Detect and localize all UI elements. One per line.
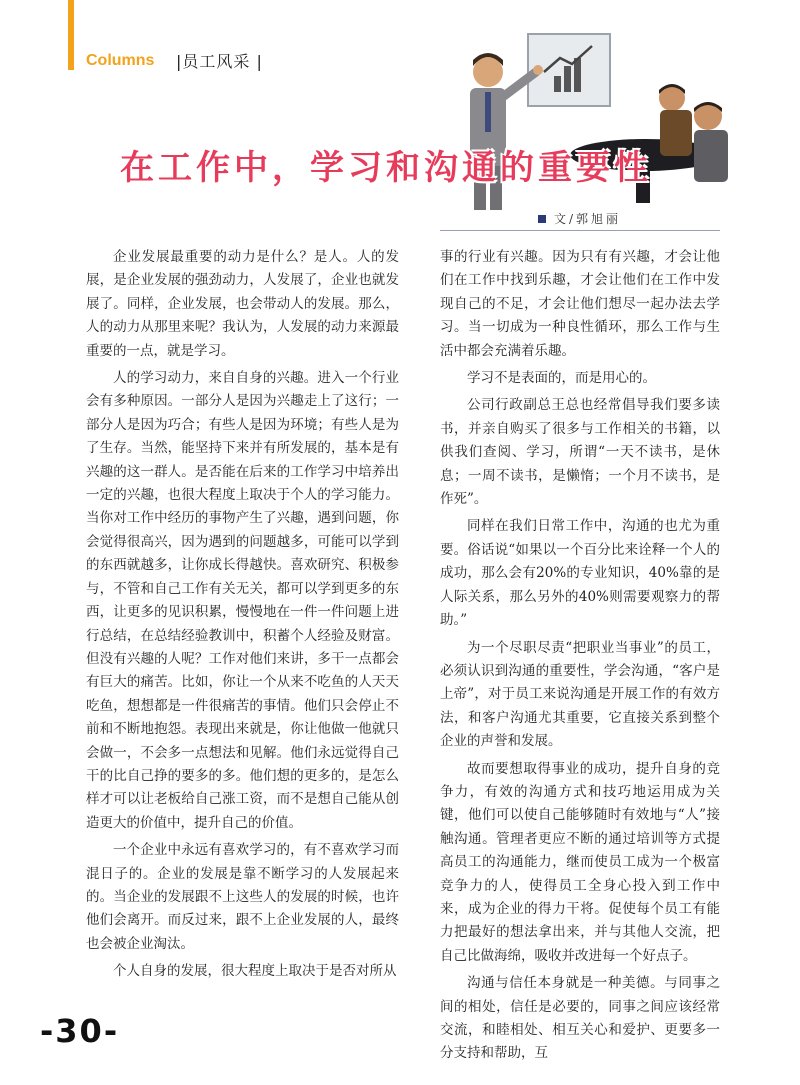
paragraph: 同样在我们日常工作中，沟通的也尤为重要。俗话说“如果以一个百分比来诠释一个人的成功，那么会有20%的专业知识，40%靠的是人际关系，那么另外的40%则需要观察力的帮助。”: [440, 518, 720, 629]
paragraph: 沟通与信任本身就是一种美德。与同事之间的相处，信任是必要的，同事之间应该经常交流，和睦相处、相互关心和爱护、更要多一分支持和帮助，互: [440, 975, 720, 1062]
left-column: [86, 246, 399, 988]
paragraph: 公司行政副总王总也经常倡导我们要多读书，并亲自购买了很多与工作相关的书籍，以供我们查阅、学习，所谓“一天不读书，是休息；一周不读书，是懒惰；一个月不读书，是作死”。: [440, 397, 720, 508]
paragraph: 企业发展最重要的动力是什么？是人。人的发展，是企业发展的强劲动力，人发展了，企业也就发展了。同样，企业发展，也会带动人的发展。那么，人的动力从那里来呢？我认为，人发展的动力来源最重要的一点，就是学习。: [86, 249, 399, 359]
page-number: -30-: [40, 1012, 120, 1050]
paragraph: 为一个尽职尽责“把职业当事业”的员工，必须认识到沟通的重要性，学会沟通，“客户是上帝”，对于员工来说沟通是开展工作的有效方法，和客户沟通尤其重要，它直接关系到整个企业的声誉和发展。: [440, 639, 720, 750]
paragraph: 故而要想取得事业的成功，提升自身的竞争力，有效的沟通方式和技巧地运用成为关键，他们可以使自己能够随时有效地与“人”接触沟通。管理者更应不断的通过培训等方式提高员工的沟通能力，继而使员工成为一个极富竞争力的人，使得员工全身心投入到工作中来，成为企业的得力干将。促使每个员工有能力把最好的想法拿出来，并与其他人交流，把自己比做海绵，吸收并改进每一个好点子。: [440, 760, 720, 964]
section-label: |员工风采 |: [176, 52, 263, 71]
paragraph-continuation: 事的行业有兴趣。因为只有有兴趣，才会让他们在工作中找到乐趣，才会让他们在工作中发现自己的不足，才会让他们想尽一起办法去学习。当一切成为一种良性循环，那么工作与生活中都会充满着乐趣。: [440, 249, 720, 359]
accent-bar: [68, 0, 74, 70]
seated-man-figure-1: [659, 84, 692, 156]
author-rule: [440, 230, 720, 231]
paragraph: 个人自身的发展，很大程度上取决于是否对所从: [113, 963, 397, 980]
paragraph: 一个企业中永远有喜欢学习的，有不喜欢学习而混日子的。企业的发展是靠不断学习的人发展起来的。当企业的发展跟不上这些人的发展的时候，也许他们会离开。而反过来，跟不上企业发展的人，最终也会被企业淘汰。: [86, 842, 399, 952]
author-name: 文/郭旭丽: [554, 212, 622, 226]
author-marker: [538, 215, 546, 223]
author-line: [538, 210, 621, 227]
right-column: [440, 246, 720, 1070]
paragraph: 人的学习动力，来自自身的兴趣。进入一个行业会有多种原因。一部分人是因为兴趣走上了这行；一部分人是因为巧合；有些人是因为环境；有些人是为了生存。当然，能坚持下来并有所发展的，基本是有兴趣的这一群人。是否能在后来的工作学习中培养出一定的兴趣，也很大程度上取决于个人的学习能力。当你对工作中经历的事物产生了兴趣，遇到问题，你会觉得很高兴，因为遇到的问题越多，可能可以学到的东西就越多，让你成长得越快。喜欢研究、积极参与，不管和自己工作有关无关，都可以学到更多的东西，让更多的见识积累，慢慢地在一件一件问题上进行总结，在总结经验教训中，积蓄个人经验及财富。但没有兴趣的人呢？工作对他们来讲，多干一点都会有巨大的痛苦。比如，你让一个从来不吃鱼的人天天吃鱼，想想都是一件很痛苦的事情。他们只会停止不前和不断地抱怨。表现出来就是，你让他做一他就只会做一，不会多一点想法和见解。他们永远觉得自己干的比自己挣的要多的多。他们想的更多的，是怎么样才可以让老板给自己涨工资，而不是想自己能从创造更大的价值中，提升自己的价值。: [86, 370, 399, 831]
columns-label: Columns: [86, 52, 155, 69]
seated-man-figure-2: [694, 102, 728, 182]
paragraph: 学习不是表面的，而是用心的。: [467, 370, 656, 387]
article-title: 在工作中，学习和沟通的重要性: [120, 148, 652, 188]
